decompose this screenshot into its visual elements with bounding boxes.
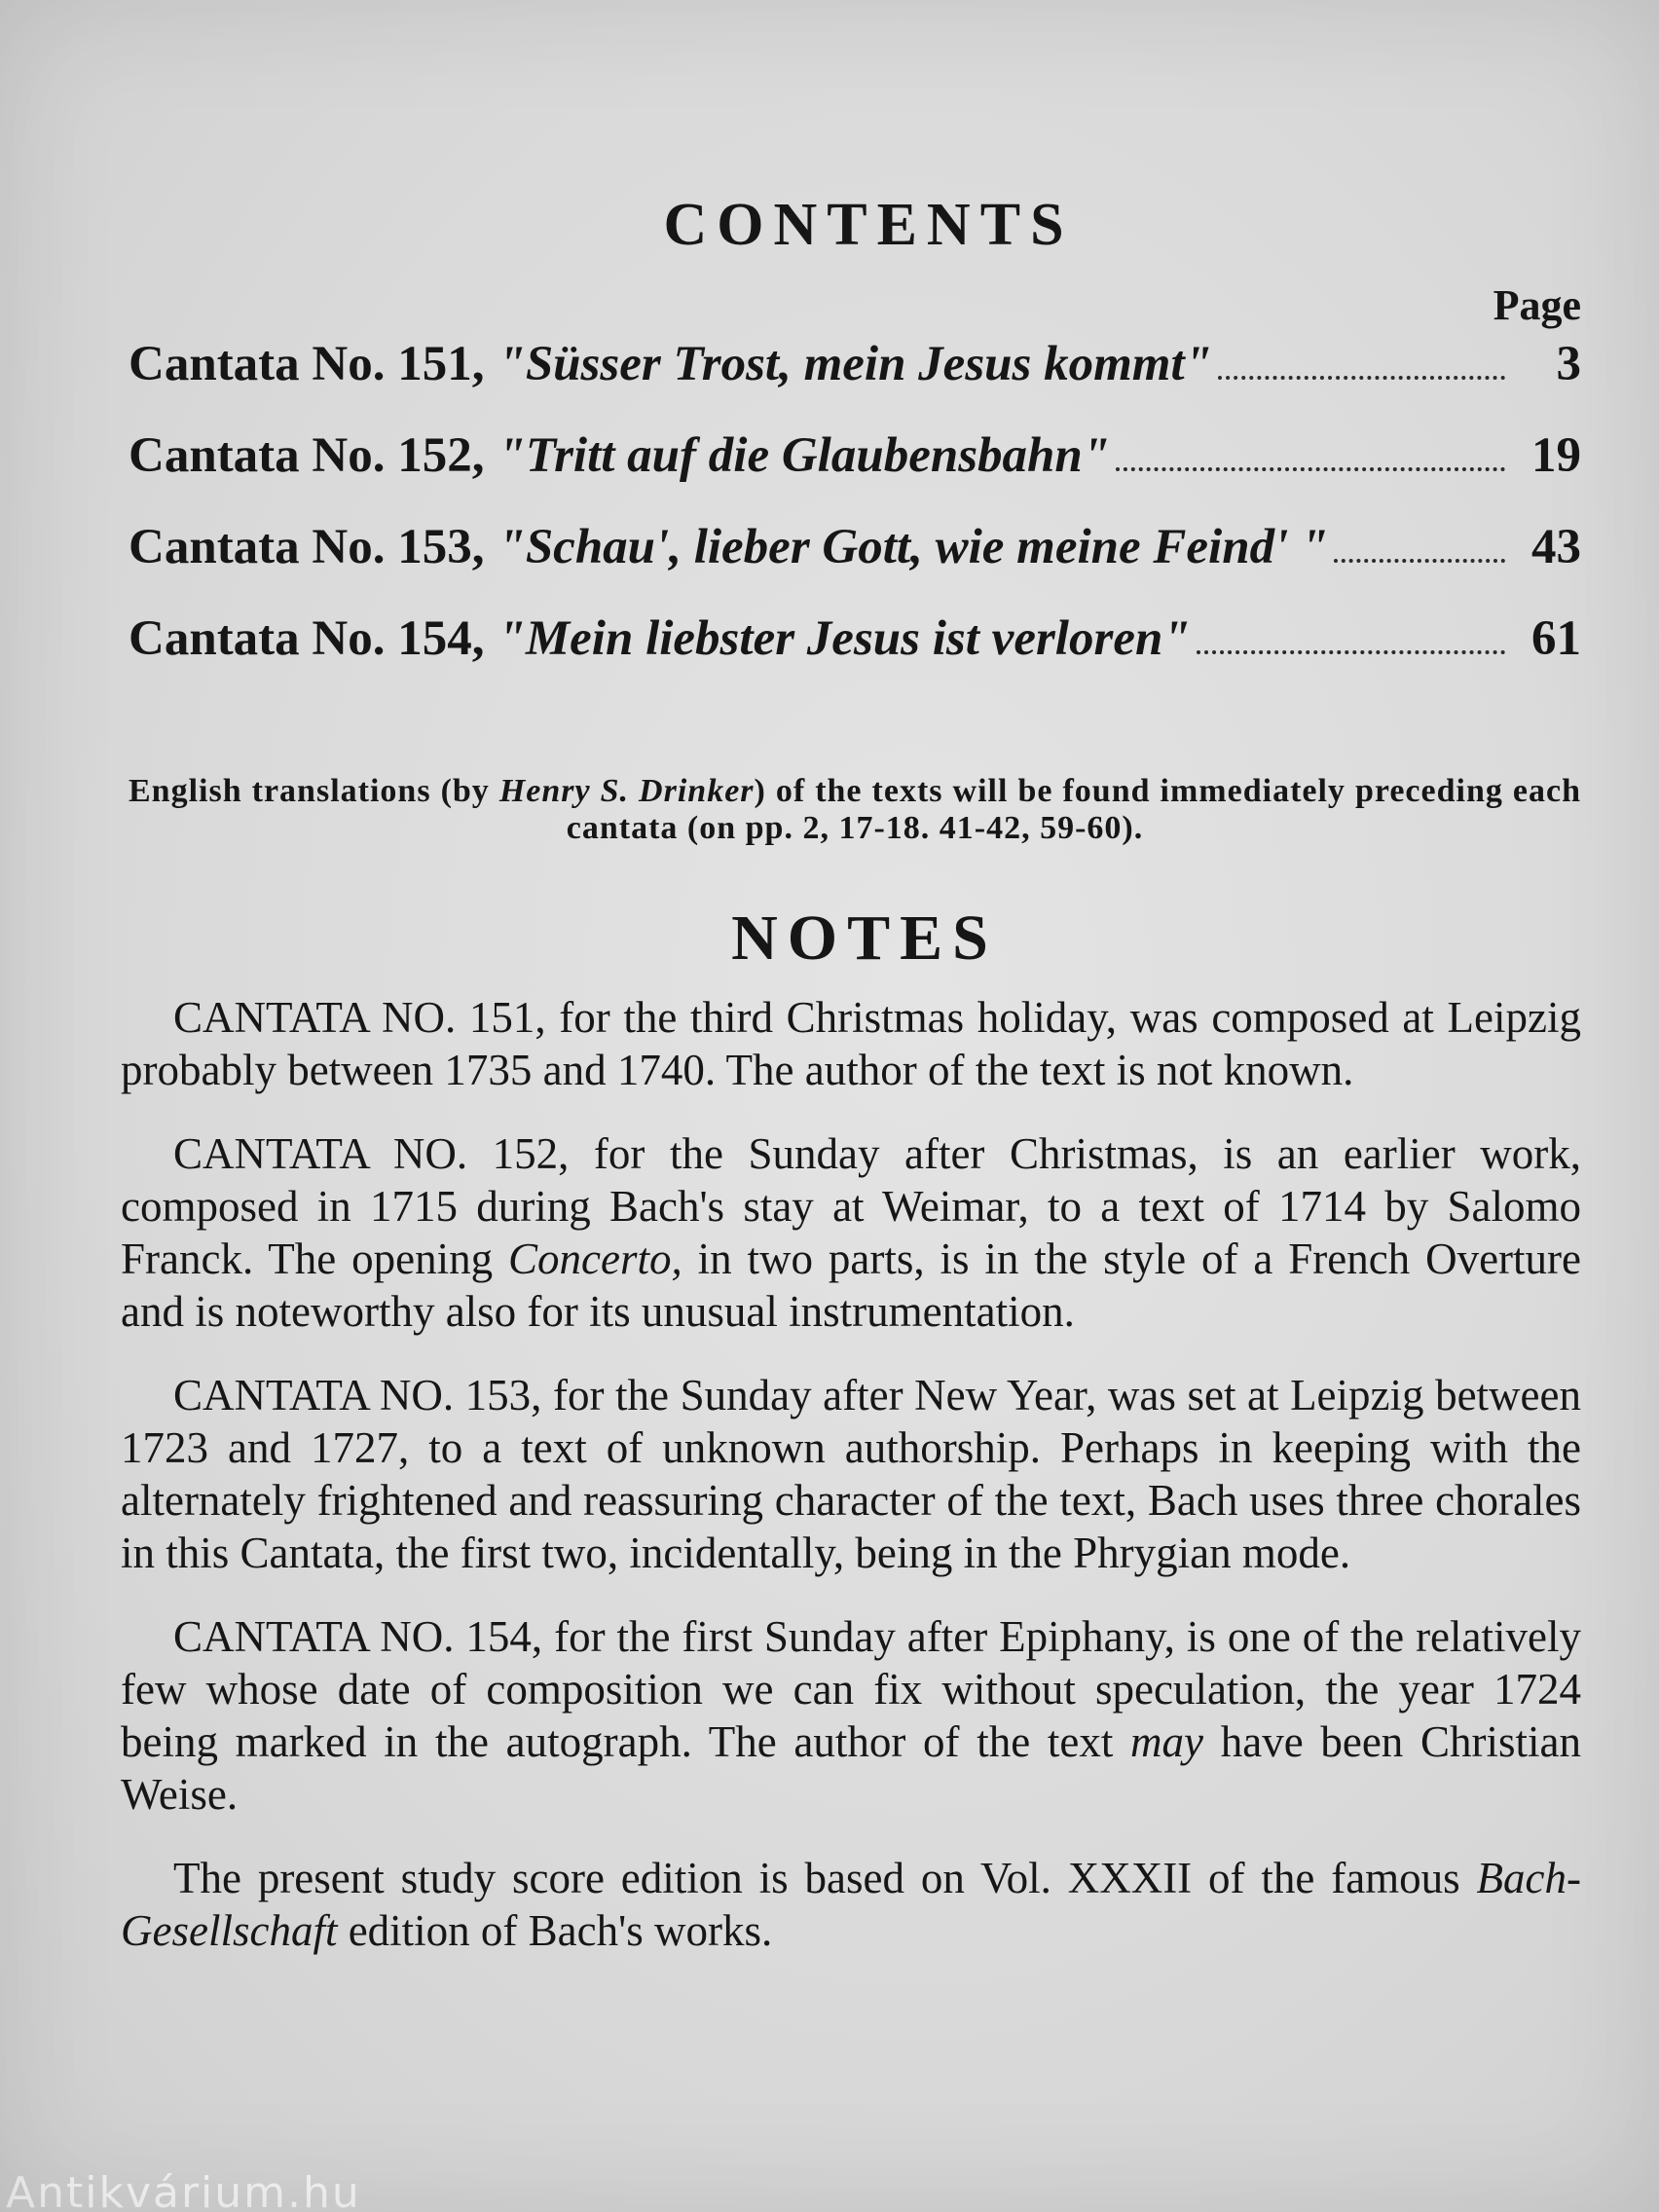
toc-entry-title: "Tritt auf die Glaubensbahn" (498, 428, 1111, 483)
toc-entry-page: 19 (1531, 428, 1581, 483)
toc-entry (129, 519, 1581, 610)
toc-entry-page: 61 (1531, 611, 1581, 666)
note-cantata-152 (121, 1127, 1581, 1338)
note-text: in two parts, is in the style of a French Overture and is noteworthy also for its unusual instrumentation. (121, 1235, 1581, 1336)
note-emphasis: Bach-Gesellschaft (121, 1854, 1581, 1955)
note-text: for the Sunday after Christmas, is an earlier work, composed in 1715 during Bach's stay at Weimar, to a text of 1714 by Salomo Franck. The opening (121, 1129, 1581, 1283)
note-emphasis: may (1130, 1717, 1204, 1766)
note-edition (121, 1852, 1581, 1957)
note-lead: CANTATA NO. 151, (173, 993, 546, 1042)
dot-leader (1116, 466, 1505, 471)
dot-leader (1197, 649, 1505, 654)
note-emphasis: Concerto, (507, 1235, 682, 1283)
toc-entry-title: "Mein liebster Jesus ist verloren" (498, 611, 1191, 666)
notes-section (121, 991, 1581, 1988)
note-text: edition of Bach's works. (337, 1906, 773, 1955)
translation-note-after: ) of the texts will be found immediately preceding each cantata (on pp. 2, 17-18. 41-42, 59-60). (566, 773, 1581, 846)
toc-entry-label: Cantata No. 152, (129, 428, 485, 483)
toc-entry (129, 427, 1581, 519)
translation-note (129, 773, 1581, 847)
table-of-contents (129, 336, 1581, 702)
note-cantata-154 (121, 1610, 1581, 1821)
dot-leader (1334, 558, 1505, 563)
note-lead: CANTATA NO. 153, (173, 1371, 542, 1419)
toc-entry-label: Cantata No. 151, (129, 337, 485, 391)
toc-entry-title: "Schau', lieber Gott, wie meine Feind' " (498, 520, 1329, 574)
note-text: The present study score edition is based on Vol. XXXII of the famous (173, 1854, 1477, 1902)
translator-name: Henry S. Drinker (498, 773, 755, 809)
note-cantata-151 (121, 991, 1581, 1096)
toc-entry-title: "Süsser Trost, mein Jesus kommt" (498, 337, 1212, 391)
note-text: for the third Christmas holiday, was composed at Leipzig probably between 1735 and 1740. The author of the text is not known. (121, 993, 1581, 1094)
page-column-label: Page (1493, 281, 1581, 329)
note-text: for the Sunday after New Year, was set at Leipzig between 1723 and 1727, to a text of unknown authorship. Perhaps in keeping with the alternately frightened and reassuring character of the text, Bach uses three chorales in this Cantata, the first two, incidentally, being in the Phrygian mode. (121, 1371, 1581, 1577)
toc-entry-page: 43 (1531, 520, 1581, 574)
toc-entry-page: 3 (1556, 337, 1581, 391)
note-lead: CANTATA NO. 152, (173, 1129, 570, 1178)
contents-heading: CONTENTS (663, 192, 1074, 258)
translation-note-before: English translations (by (129, 773, 499, 809)
watermark: Antikvárium.hu (6, 2168, 361, 2212)
toc-entry (129, 610, 1581, 702)
dot-leader (1218, 375, 1505, 380)
toc-entry (129, 336, 1581, 427)
notes-heading: NOTES (731, 903, 998, 974)
note-text: for the first Sunday after Epiphany, is one of the relatively few whose date of composition we can fix without speculation, the year 1724 being marked in the autograph. The author of the text (121, 1612, 1581, 1766)
toc-entry-label: Cantata No. 153, (129, 520, 485, 574)
note-text: have been Christian Weise. (121, 1717, 1581, 1819)
note-cantata-153 (121, 1369, 1581, 1579)
note-lead: CANTATA NO. 154, (173, 1612, 543, 1661)
toc-entry-label: Cantata No. 154, (129, 611, 485, 666)
